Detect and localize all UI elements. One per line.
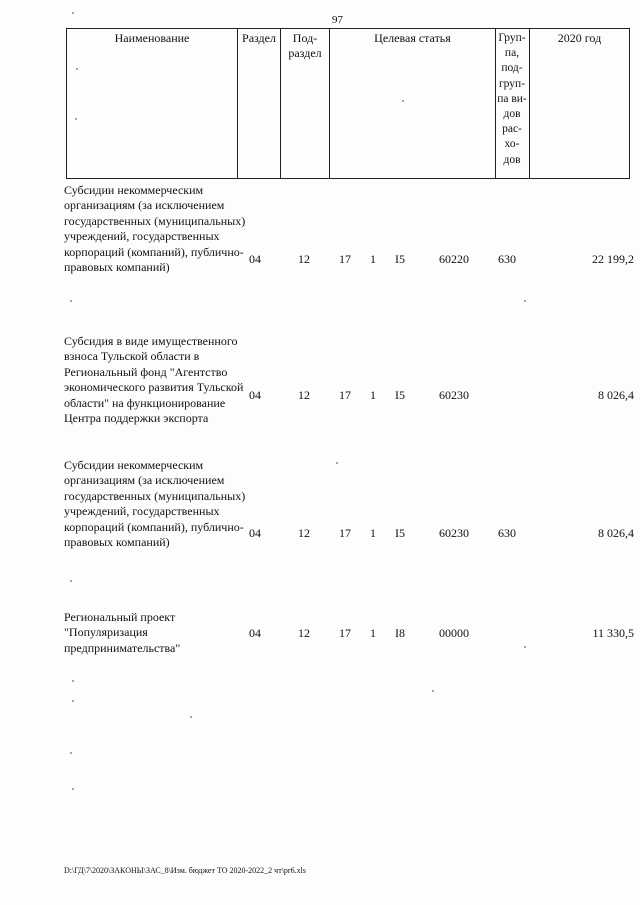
table-row	[64, 334, 634, 456]
scan-speck	[72, 700, 74, 702]
header-name: Наименование	[114, 31, 190, 45]
row-amount: 11 330,5	[592, 626, 634, 640]
row-target-2: 1	[370, 388, 376, 402]
scan-speck	[190, 716, 192, 718]
table-header	[66, 28, 630, 179]
scan-speck	[76, 68, 78, 70]
row-target-1: 17	[339, 388, 351, 402]
row-target-3: I5	[395, 526, 405, 540]
header-section: Раздел	[242, 31, 276, 45]
scan-speck	[72, 680, 74, 682]
row-amount: 8 026,4	[598, 388, 634, 402]
row-amount: 8 026,4	[598, 526, 634, 540]
row-target-1: 17	[339, 252, 351, 266]
row-subsection: 12	[298, 388, 310, 402]
header-group: Груп- па, под- груп- па ви- дов рас- хо- дов	[497, 32, 527, 166]
row-subsection: 12	[298, 526, 310, 540]
scan-speck	[70, 752, 72, 754]
scan-speck	[70, 580, 72, 582]
scan-speck	[336, 462, 338, 464]
scan-speck	[72, 788, 74, 790]
row-target-1: 17	[339, 526, 351, 540]
row-amount: 22 199,2	[592, 252, 634, 266]
row-target-2: 1	[370, 526, 376, 540]
scan-speck	[70, 300, 72, 302]
row-subsection: 12	[298, 626, 310, 640]
row-target-3: I8	[395, 626, 405, 640]
header-year: 2020 год	[557, 31, 602, 45]
row-target-4: 60230	[439, 388, 469, 402]
table-row	[64, 458, 634, 578]
row-section: 04	[249, 626, 261, 640]
scan-speck	[402, 100, 404, 102]
row-target-2: 1	[370, 626, 376, 640]
table-row	[64, 183, 634, 303]
row-section: 04	[249, 252, 261, 266]
scan-speck	[524, 646, 526, 648]
file-path-footer: D:\ГД\7\2020\ЗАКОНЫ\ЗАС_8\Изм. бюджет ТО 2020-2022_2 чт\pr6.xls	[64, 866, 306, 875]
scan-speck	[432, 690, 434, 692]
table-row	[64, 610, 634, 660]
header-target: Целевая статья	[374, 31, 451, 45]
scan-speck	[72, 12, 74, 14]
row-target-3: I5	[395, 388, 405, 402]
header-subsection: Под- раздел	[288, 31, 322, 60]
row-name: Субсидия в виде имущественного взноса Тульской области в Региональный фонд "Агентство экономического развития Тульской области" на функционирование Центра поддержки экспорта	[64, 334, 244, 426]
row-target-4: 60230	[439, 526, 469, 540]
row-subsection: 12	[298, 252, 310, 266]
row-section: 04	[249, 388, 261, 402]
page-number: 97	[332, 14, 343, 26]
row-section: 04	[249, 526, 261, 540]
row-name: Субсидии некоммерческим организациям (за исключением государственных (муниципальных) учреждений, государственных корпораций (компаний), публично-правовых компаний)	[64, 183, 246, 275]
scan-speck	[75, 118, 77, 120]
row-group: 630	[498, 526, 516, 540]
row-target-3: I5	[395, 252, 405, 266]
scan-speck	[524, 300, 526, 302]
row-group: 630	[498, 252, 516, 266]
row-target-1: 17	[339, 626, 351, 640]
row-name: Субсидии некоммерческим организациям (за исключением государственных (муниципальных) учреждений, государственных корпораций (компаний), публично-правовых компаний)	[64, 458, 246, 550]
row-target-4: 00000	[439, 626, 469, 640]
row-target-2: 1	[370, 252, 376, 266]
row-target-4: 60220	[439, 252, 469, 266]
row-name: Региональный проект "Популяризация предпринимательства"	[64, 610, 181, 655]
